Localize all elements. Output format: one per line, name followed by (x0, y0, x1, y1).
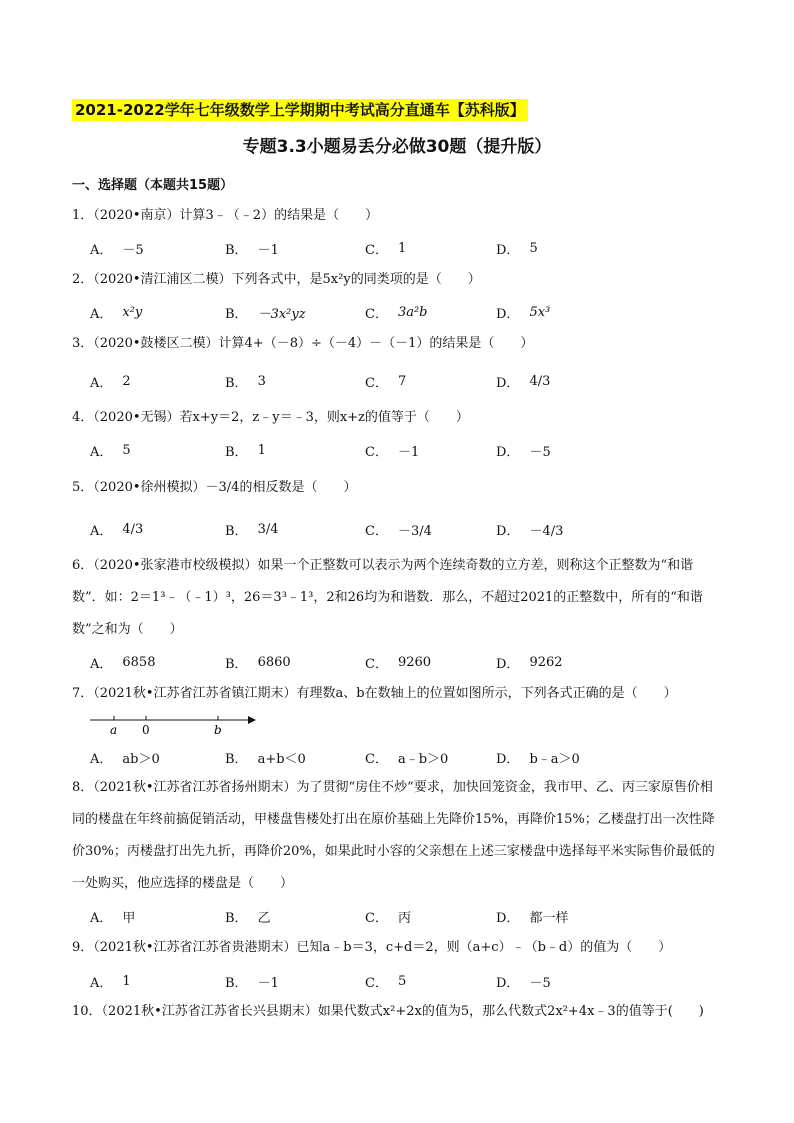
question-9 (72, 938, 722, 958)
question-3 (72, 334, 722, 354)
option-b: B． －3x²yz (225, 306, 306, 322)
option-a: A． 2 (90, 373, 131, 391)
question-number: 9． (72, 940, 94, 955)
question-text: （2020•无锡）若x+y＝2，z﹣y＝﹣3，则x+z的值等于（ ） (93, 410, 469, 425)
option-b: B． 3 (225, 373, 266, 391)
document-title: 专题3.3小题易丢分必做30题（提升版） (242, 137, 552, 157)
question-number: 5． (72, 480, 94, 495)
question-8 (72, 772, 722, 900)
question-text: （2020•鼓楼区二模）计算4+（－8）÷（－4）－（－1）的结果是（ ） (93, 336, 534, 351)
option-b: B． 1 (225, 442, 266, 460)
question-number: 1． (72, 208, 94, 223)
option-c: C． －3/4 (365, 523, 432, 539)
option-c: C． 7 (365, 373, 407, 391)
options-8 (90, 901, 730, 931)
label-a: a (110, 723, 118, 737)
arrow-head-icon (248, 716, 256, 724)
question-text: （2020•徐州模拟）－3/4的相反数是（ ） (93, 480, 357, 495)
option-a: A． 6858 (90, 654, 156, 672)
option-c: C． 丙 (365, 910, 411, 926)
options-3 (90, 366, 730, 396)
option-a: A． 1 (90, 973, 131, 991)
question-text: （2020•张家港市校级模拟）如果一个正整数可以表示为两个连续奇数的立方差，则称这个正整数为“和谐数”．如：2＝1³﹣（﹣1）³，26＝3³﹣1³，2和26均为和谐数．那么，不超过2021的正整数中，所有的“和谐数”之和为（ ） (72, 558, 703, 637)
question-number: 2． (72, 272, 94, 287)
option-c: C． －1 (365, 444, 420, 460)
question-number: 8． (72, 780, 94, 795)
option-c: C． 5 (365, 973, 407, 991)
question-5 (72, 478, 722, 498)
option-d: D． －5 (496, 444, 551, 460)
option-b: B． a+b＜0 (225, 751, 306, 767)
label-b: b (214, 723, 222, 737)
header-banner: 2021-2022学年七年级数学上学期期中考试高分直通车【苏科版】 (72, 99, 528, 121)
option-a: A． x²y (90, 304, 143, 322)
section-title: 一、选择题（本题共15题） (72, 178, 234, 193)
option-b: B． 3/4 (225, 521, 279, 539)
question-1 (72, 206, 722, 226)
question-7 (72, 684, 722, 704)
option-d: D． 5 (496, 240, 538, 258)
question-text: （2021秋•江苏省江苏省扬州期末）为了贯彻“房住不炒”要求，加快回笼资金，我市甲、乙、丙三家原售价相同的楼盘在年终前搞促销活动，甲楼盘售楼处打出在原价基础上先降价15%，再降价15%；乙楼盘打出一次性降价30%；丙楼盘打出先九折，再降价20%，如果此时小容的父亲想在上述三家楼盘中选择每平米实际售价最低的一处购买，他应选择的楼盘是（ ） (72, 780, 715, 891)
question-text: （2020•南京）计算3﹣（﹣2）的结果是（ ） (93, 208, 379, 223)
option-b: B． －1 (225, 975, 279, 991)
option-d: D． b﹣a＞0 (496, 751, 580, 767)
label-zero: 0 (142, 723, 150, 737)
question-6 (72, 550, 722, 646)
question-text: （2021秋•江苏省江苏省镇江期末）有理数a、b在数轴上的位置如图所示，下列各式正确的是（ ） (93, 686, 677, 701)
option-c: C． 1 (365, 240, 407, 258)
option-c: C． 3a²b (365, 304, 428, 322)
options-7 (90, 742, 730, 772)
options-4 (90, 435, 730, 465)
number-line-figure (88, 710, 258, 738)
question-number: 3． (72, 336, 94, 351)
option-b: B． －1 (225, 242, 279, 258)
option-d: D． 9262 (496, 654, 563, 672)
option-d: D． －4/3 (496, 523, 564, 539)
question-text: （2021秋•江苏省江苏省长兴县期末）如果代数式x²+2x的值为5，那么代数式2x²+4x﹣3的值等于( ) (101, 1004, 704, 1019)
option-a: A． 5 (90, 442, 131, 460)
option-c: C． a﹣b＞0 (365, 751, 449, 767)
option-d: D． －5 (496, 975, 551, 991)
option-b: B． 乙 (225, 910, 271, 926)
question-number: 10． (72, 1004, 102, 1019)
question-text: （2020•清江浦区二模）下列各式中，是5x²y的同类项的是（ ） (93, 272, 481, 287)
question-text: （2021秋•江苏省江苏省贵港期末）已知a﹣b＝3，c+d＝2，则（a+c）﹣（b﹣d）的值为（ ） (93, 940, 672, 955)
option-a: A． ab＞0 (90, 751, 160, 767)
question-4 (72, 408, 722, 428)
options-5 (90, 514, 730, 544)
question-2 (72, 270, 722, 290)
options-2 (90, 297, 730, 327)
options-6 (90, 647, 730, 677)
option-d: D． 5x³ (496, 304, 551, 322)
option-a: A． －5 (90, 242, 144, 258)
options-1 (90, 233, 730, 263)
options-9 (90, 966, 730, 996)
question-10 (72, 1002, 722, 1022)
question-number: 7． (72, 686, 94, 701)
option-a: A． 4/3 (90, 521, 144, 539)
option-d: D． 都一样 (496, 910, 569, 926)
option-a: A． 甲 (90, 910, 136, 926)
option-d: D． 4/3 (496, 373, 551, 391)
option-c: C． 9260 (365, 654, 432, 672)
question-number: 6． (72, 558, 94, 573)
question-number: 4． (72, 410, 94, 425)
option-b: B． 6860 (225, 654, 291, 672)
